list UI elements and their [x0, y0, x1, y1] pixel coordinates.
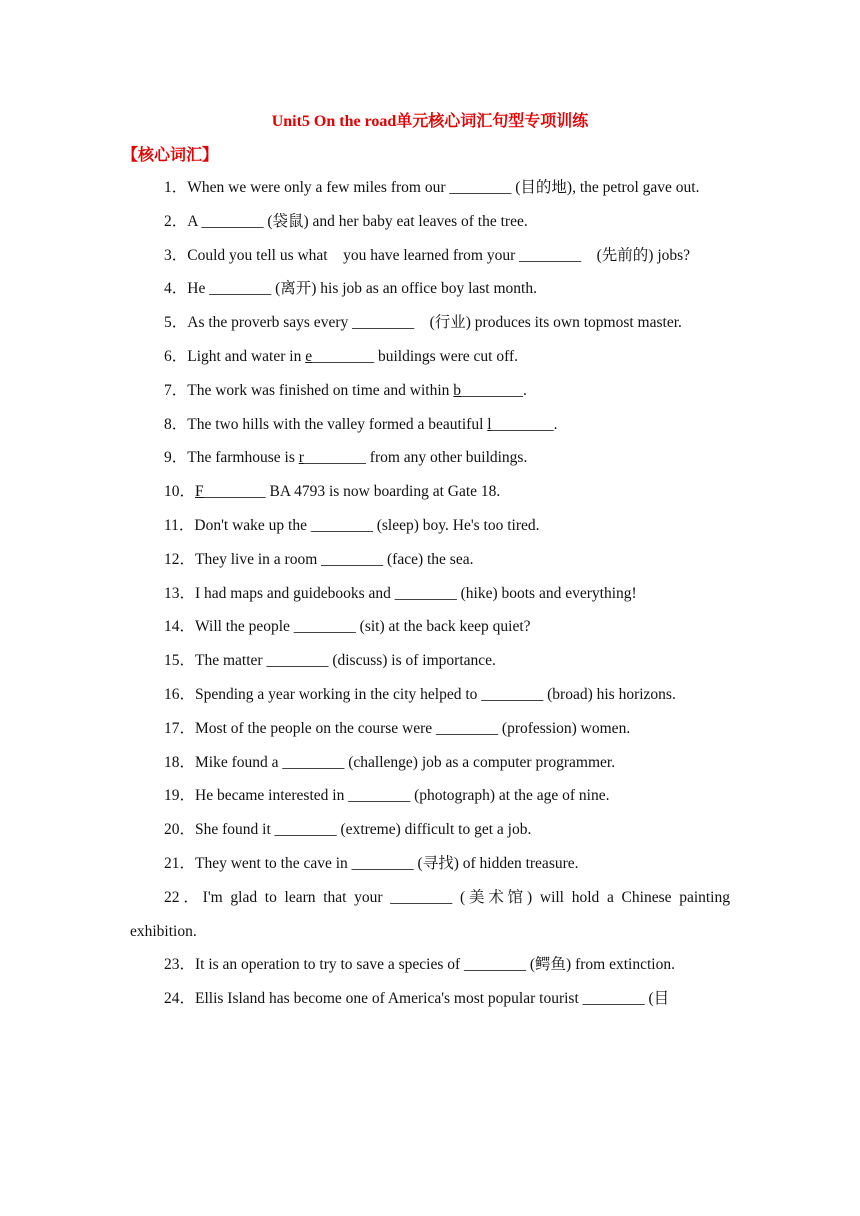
- exercise-item-22: 22．I'm glad to learn that your ________ (美术馆) will hold a Chinese painting exhibition.: [130, 888, 730, 940]
- exercise-item-12: 12．They live in a room ________ (face) the sea.: [164, 550, 474, 568]
- exercise-item-11: 11．Don't wake up the ________ (sleep) boy. He's too tired.: [164, 516, 540, 534]
- exercise-item-23: 23．It is an operation to try to save a species of ________ (鳄鱼) from extinction.: [164, 956, 675, 974]
- section-heading: 【核心词汇】: [122, 147, 219, 164]
- page-title: Unit5 On the road单元核心词汇句型专项训练: [271, 113, 589, 130]
- exercise-item-4: 4．He ________ (离开) his job as an office boy last month.: [164, 280, 537, 298]
- exercise-item-15: 15．The matter ________ (discuss) is of importance.: [164, 652, 496, 670]
- exercise-item-24: 24．Ellis Island has become one of America's most popular tourist ________ (目: [164, 990, 670, 1008]
- exercise-item-20: 20．She found it ________ (extreme) difficult to get a job.: [164, 821, 532, 839]
- hint-letter: l: [487, 415, 492, 433]
- exercise-item-13: 13．I had maps and guidebooks and ________ (hike) boots and everything!: [164, 584, 637, 602]
- exercise-item-1: 1．When we were only a few miles from our ________ (目的地), the petrol gave out.: [164, 179, 700, 196]
- exercise-item-3: 3．Could you tell us what you have learned from your ________ (先前的) jobs?: [164, 246, 691, 264]
- exercise-item-19: 19．He became interested in ________ (photograph) at the age of nine.: [164, 787, 610, 805]
- exercise-item-6: 6．Light and water in e________ buildings were cut off.: [164, 347, 519, 365]
- exercise-item-16: 16．Spending a year working in the city helped to ________ (broad) his horizons.: [164, 685, 676, 703]
- exercise-item-10: 10．F________ BA 4793 is now boarding at Gate 18.: [164, 483, 501, 501]
- exercise-item-17: 17．Most of the people on the course were ________ (profession) women.: [164, 719, 631, 737]
- exercise-item-5: 5．As the proverb says every ________ (行业) produces its own topmost master.: [164, 314, 682, 332]
- hint-letter: r: [298, 449, 304, 467]
- exercise-item-9: 9．The farmhouse is r________ from any other buildings.: [164, 449, 528, 467]
- exercise-item-14: 14．Will the people ________ (sit) at the back keep quiet?: [164, 618, 531, 636]
- exercise-list: [130, 171, 730, 1016]
- exercise-item-2: 2．A ________ (袋鼠) and her baby eat leaves of the tree.: [164, 212, 528, 230]
- hint-letter: e: [305, 347, 313, 365]
- exercise-item-7: 7．The work was finished on time and within b________.: [164, 381, 527, 399]
- exercise-item-21: 21．They went to the cave in ________ (寻找) of hidden treasure.: [164, 854, 579, 872]
- hint-letter: F: [195, 483, 204, 501]
- exercise-item-18: 18．Mike found a ________ (challenge) job as a computer programmer.: [164, 753, 616, 771]
- exercise-item-8: 8．The two hills with the valley formed a beautiful l________.: [164, 415, 558, 433]
- hint-letter: b: [453, 381, 462, 399]
